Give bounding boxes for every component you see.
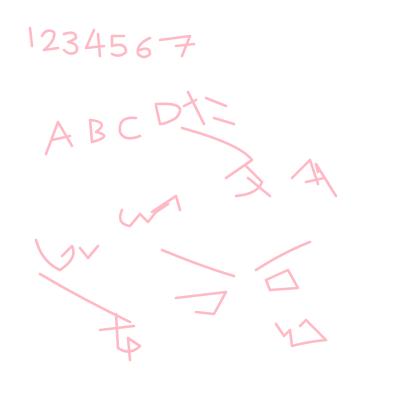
stroke-letter-d	[156, 104, 180, 124]
digits-row-handwritten	[30, 28, 194, 57]
stroke-glyph-10	[276, 320, 326, 346]
stroke-digit-5	[112, 36, 126, 56]
stroke-digit-7	[160, 36, 194, 56]
stroke-glyph-8	[266, 270, 298, 290]
stroke-line-2	[162, 250, 234, 276]
stroke-glyph-7	[176, 292, 226, 314]
stroke-digit-6	[138, 38, 150, 57]
stroke-letter-b	[90, 120, 104, 142]
stroke-glyph-6	[80, 246, 98, 258]
stroke-glyph-5	[36, 240, 74, 270]
stroke-digit-4	[86, 30, 104, 56]
stroke-letter-a	[46, 122, 72, 154]
stroke-digit-1	[30, 28, 32, 46]
stroke-glyph-1	[236, 166, 270, 196]
stroke-letter-c	[120, 118, 140, 138]
stroke-sweep-1	[182, 128, 252, 178]
stroke-digit-3	[64, 33, 77, 54]
stroke-letter-e	[184, 92, 234, 124]
stroke-glyph-9	[100, 314, 140, 360]
stroke-glyph-4	[152, 196, 180, 212]
stroke-glyph-2	[292, 160, 336, 196]
lower-squiggles	[36, 128, 336, 360]
stroke-digit-2	[42, 31, 58, 50]
stroke-line-3	[256, 242, 310, 270]
letters-row-handwritten	[46, 92, 234, 154]
